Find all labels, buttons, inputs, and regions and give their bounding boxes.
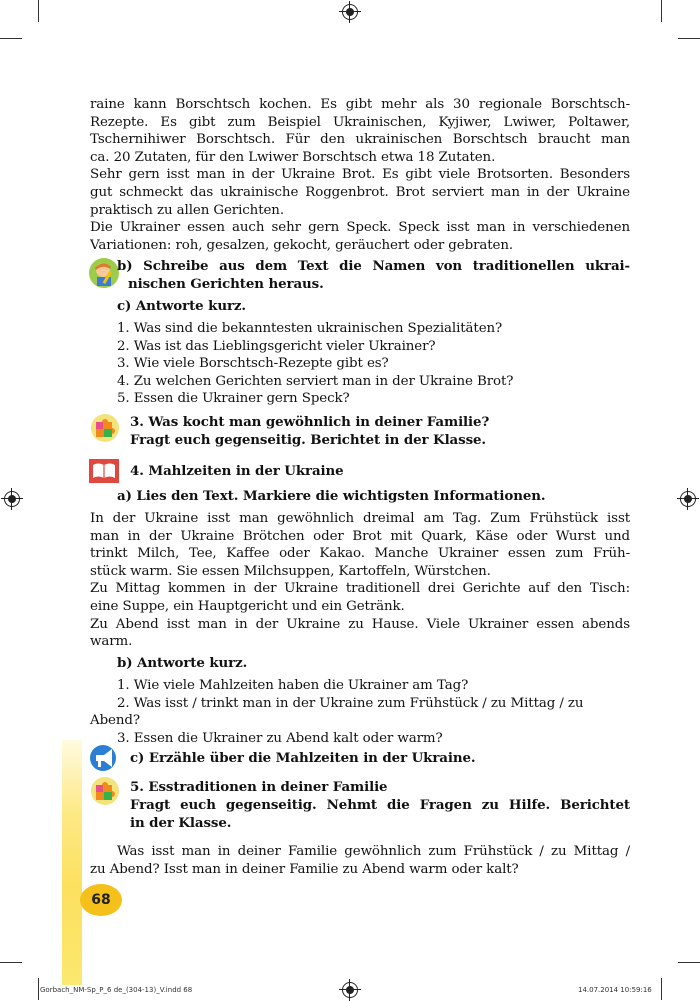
task-instruction: Fragt euch gegenseitig. Berichtet in der Klasse.: [130, 432, 486, 448]
text-line: man in der Ukraine Brötchen oder Brot mit Quark, Käse oder Wurst und: [90, 528, 630, 544]
footer-file-info: Gorbach_NM-Sp_P_6 de_(304-13)_V.indd 68: [40, 986, 193, 994]
text-line: eine Suppe, ein Hauptgericht und ein Getränk.: [90, 599, 405, 614]
text-line: praktisch zu allen Gerichten.: [90, 202, 284, 218]
task-instruction: Fragt euch gegenseitig. Nehmt die Fragen zu Hilfe. Berichtet: [130, 797, 630, 813]
task-heading: c) Antworte kurz.: [117, 298, 246, 314]
text-line: Zu Mittag kommen in der Ukraine traditionell drei Gerichte auf den Tisch:: [90, 581, 630, 597]
puzzle-icon: [90, 776, 120, 806]
text-line: raine kann Borschtsch kochen. Es gibt mehr als 30 regionale Borschtsch-: [90, 97, 630, 112]
task-heading: b) Antworte kurz.: [117, 655, 248, 671]
text-line: Variationen: roh, gesalzen, gekocht, geräuchert oder gebraten.: [90, 237, 514, 253]
text-line: Sehr gern isst man in der Ukraine Brot. Es gibt viele Brotsorten. Besonders: [90, 167, 630, 183]
decorative-band: [62, 740, 82, 985]
section-title: 4. Mahlzeiten in der Ukraine: [130, 463, 344, 479]
crop-mark: [38, 978, 39, 1000]
crop-mark: [661, 0, 662, 22]
text-line: Zu Abend isst man in der Ukraine zu Hause. Viele Ukrainer essen abends: [90, 616, 630, 632]
question-item: 2. Was ist das Lieblingsgericht vieler Ukrainer?: [117, 338, 436, 354]
question-item: 1. Wie viele Mahlzeiten haben die Ukrainer am Tag?: [117, 678, 469, 693]
task-heading: b) Schreibe aus dem Text die Namen von traditionellen ukrai-: [117, 258, 630, 274]
registration-mark-icon: [342, 4, 358, 20]
footer-timestamp: 14.07.2014 10:59:16: [578, 986, 652, 994]
text-line: trinkt Milch, Tee, Kaffee oder Kakao. Manche Ukrainer essen zum Früh-: [90, 546, 630, 562]
task-heading: nischen Gerichten heraus.: [128, 276, 324, 292]
question-item: 5. Essen die Ukrainer gern Speck?: [117, 391, 350, 407]
section-title: 5. Esstraditionen in deiner Familie: [130, 779, 388, 795]
book-icon: [89, 459, 119, 483]
crop-mark: [0, 962, 22, 963]
writing-pupil-icon: [88, 257, 120, 289]
task-heading: a) Lies den Text. Markiere die wichtigsten Informationen.: [117, 488, 546, 504]
text-line: ca. 20 Zutaten, für den Lwiwer Borschtsch etwa 18 Zutaten.: [90, 149, 496, 165]
question-item: 3. Essen die Ukrainer zu Abend kalt oder warm?: [117, 730, 443, 746]
task-instruction: in der Klasse.: [130, 815, 232, 831]
question-item: Abend?: [90, 713, 140, 729]
registration-mark-icon: [342, 982, 358, 998]
task-heading: 3. Was kocht man gewöhnlich in deiner Familie?: [130, 414, 490, 430]
crop-mark: [678, 38, 700, 39]
megaphone-icon: [89, 744, 119, 772]
text-line: stück warm. Sie essen Milchsuppen, Kartoffeln, Würstchen.: [90, 563, 491, 579]
text-line: gut schmeckt das ukrainische Roggenbrot. Brot serviert man in der Ukraine: [90, 185, 630, 200]
text-line: warm.: [90, 634, 133, 650]
task-heading: c) Erzähle über die Mahlzeiten in der Ukraine.: [130, 750, 476, 766]
text-line: Tschernihiwer Borschtsch. Für den ukrainischen Borschtsch braucht man: [90, 132, 630, 148]
question-item: 1. Was sind die bekanntesten ukrainischen Spezialitäten?: [117, 321, 503, 336]
registration-mark-icon: [4, 491, 20, 507]
page-number: 68: [80, 884, 122, 916]
question-item: 3. Wie viele Borschtsch-Rezepte gibt es?: [117, 356, 389, 372]
text-line: Rezepte. Es gibt zum Beispiel Ukrainischen, Kyjiwer, Lwiwer, Poltawer,: [90, 114, 630, 130]
text-line: In der Ukraine isst man gewöhnlich dreimal am Tag. Zum Frühstück isst: [90, 511, 630, 526]
text-line: zu Abend? Isst man in deiner Familie zu Abend warm oder kalt?: [90, 861, 519, 877]
question-item: 4. Zu welchen Gerichten serviert man in der Ukraine Brot?: [117, 373, 514, 389]
text-line: Was isst man in deiner Familie gewöhnlich zum Frühstück / zu Mittag /: [117, 844, 630, 859]
crop-mark: [0, 38, 22, 39]
crop-mark: [661, 978, 662, 1000]
question-item: 2. Was isst / trinkt man in der Ukraine zum Frühstück / zu Mittag / zu: [117, 695, 584, 711]
text-line: Die Ukrainer essen auch sehr gern Speck. Speck isst man in verschiedenen: [90, 220, 630, 236]
puzzle-icon: [90, 413, 120, 443]
registration-mark-icon: [680, 491, 696, 507]
crop-mark: [678, 962, 700, 963]
crop-mark: [38, 0, 39, 22]
